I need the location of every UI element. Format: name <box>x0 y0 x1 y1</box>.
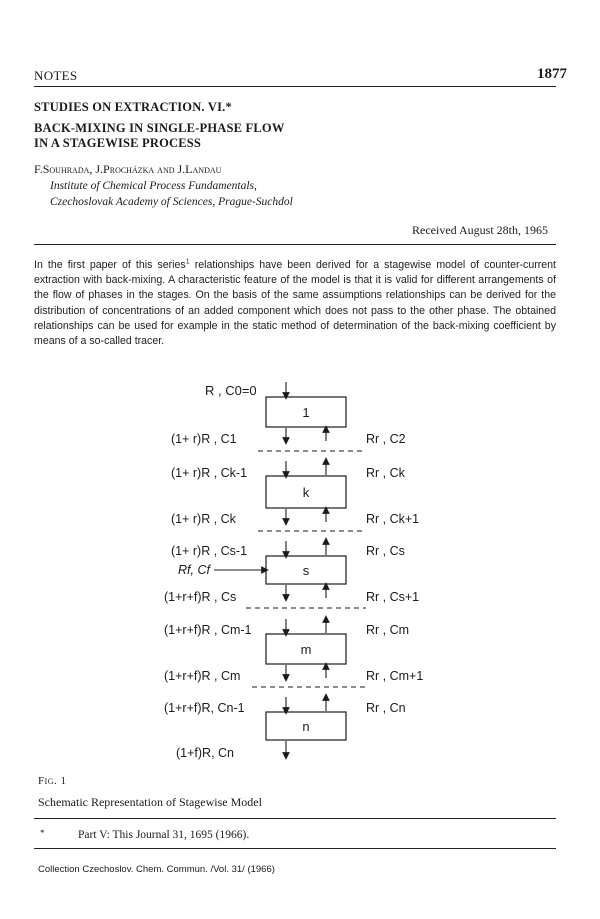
label-right-3: Rr , Ck+1 <box>366 512 420 526</box>
stage-label-1: 1 <box>302 405 310 420</box>
label-left-3: (1+ r)R , Ck <box>171 512 236 526</box>
figure-caption: Schematic Representation of Stagewise Model <box>38 795 262 809</box>
label-right-1: Rr , C2 <box>366 432 406 446</box>
footnote-text: Part V: This Journal 31, 1695 (1966). <box>78 829 250 841</box>
stage-label-m: m <box>300 642 312 657</box>
label-top <box>205 383 257 398</box>
abstract-text-part2: relationships have been derived for a stagewise model of counter-current extraction with back-mixing. A characteristic feature of the model is that it is valid for different arrangements of the flow of phases in the stages. On the basis of the same assumptions relationships can be derived for the distribution of concentrations of an added component which does not pass to the other phase. The obtained relationships can be used for example in the static method of determination of the back-mixing coefficient by means of a so-called tracer. <box>34 259 556 348</box>
label-bottom: (1+f)R, Cn <box>176 746 235 760</box>
stage-label-n: n <box>302 719 310 734</box>
label-left-2: (1+ r)R , Ck-1 <box>171 466 248 480</box>
footnote-rule <box>34 818 556 819</box>
label-top-text: R , C0=0 <box>205 383 257 398</box>
article-title-line2: BACK-MIXING IN SINGLE-PHASE FLOW <box>34 121 285 135</box>
reference-mark: 1 <box>185 258 190 266</box>
figure-label: Fig. 1 <box>38 775 67 787</box>
label-left-6: (1+r+f)R , Cm-1 <box>164 623 252 637</box>
footnote-mark: * <box>40 828 45 838</box>
affiliation-line1: Institute of Chemical Process Fundamentals, <box>50 180 257 192</box>
label-right-7: Rr , Cm+1 <box>366 669 424 683</box>
label-right-8: Rr , Cn <box>366 701 406 715</box>
article-title-line3: IN A STAGEWISE PROCESS <box>34 136 202 150</box>
stage-label-k: k <box>302 485 310 500</box>
page-number: 1877 <box>537 66 567 82</box>
label-left-5: (1+r+f)R , Cs <box>164 590 237 604</box>
label-right-6: Rr , Cm <box>366 623 410 637</box>
footer-rule <box>34 848 556 849</box>
label-right-2: Rr , Ck <box>366 466 405 480</box>
received-date: Received August 28th, 1965 <box>412 223 548 237</box>
abstract-text-part1: In the first paper of this series <box>34 259 186 271</box>
journal-footer: Collection Czechoslov. Chem. Commun. /Vol. 31/ (1966) <box>38 864 275 875</box>
label-left-7: (1+r+f)R , Cm <box>164 669 241 683</box>
affiliation-line2: Czechoslovak Academy of Sciences, Prague-Suchdol <box>50 196 293 208</box>
feed-label: Rf, Cf <box>178 563 210 577</box>
stage-label-s: s <box>302 563 310 578</box>
running-header: NOTES <box>34 68 78 83</box>
label-left-8: (1+r+f)R, Cn-1 <box>164 701 245 715</box>
label-right-5: Rr , Cs+1 <box>366 590 420 604</box>
label-left-4: (1+ r)R , Cs-1 <box>171 544 248 558</box>
label-left-1: (1+ r)R , C1 <box>171 432 237 446</box>
article-title-line1: STUDIES ON EXTRACTION. VI.* <box>34 100 232 114</box>
authors: F.Souhrada, J.Procházka and J.Landau <box>34 162 222 176</box>
label-right-4: Rr , Cs <box>366 544 405 558</box>
